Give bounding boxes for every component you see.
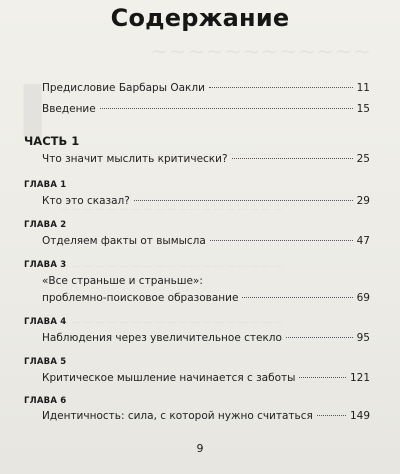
toc-page-number: 25	[356, 153, 370, 165]
dot-leader	[209, 87, 353, 88]
toc-entry-text: Отделяем факты от вымысла	[42, 235, 206, 247]
toc-entry-chapter-6[interactable]	[42, 408, 370, 424]
dot-leader	[317, 415, 346, 416]
toc-entry-chapter-1[interactable]	[42, 193, 370, 209]
bleed-through-texture	[60, 262, 283, 272]
bleed-through-texture	[60, 318, 283, 328]
dot-leader	[100, 108, 353, 109]
toc-entry-chapter-3[interactable]	[42, 290, 370, 306]
toc-page-number: 121	[349, 372, 370, 384]
dot-leader	[232, 158, 353, 159]
bleed-through-texture	[150, 40, 371, 65]
dot-leader	[299, 377, 346, 378]
dot-leader	[134, 200, 353, 201]
toc-entry-text: проблемно-поисковое образование	[42, 292, 239, 304]
chapter-label: ГЛАВА 1	[24, 180, 67, 190]
toc-entry-text: Наблюдения через увеличительное стекло	[42, 332, 282, 344]
toc-entry-text: Кто это сказал?	[42, 195, 130, 207]
chapter-label: ГЛАВА 2	[24, 220, 67, 230]
chapter-label: ГЛАВА 4	[24, 317, 67, 327]
dot-leader	[210, 240, 353, 241]
toc-entry-intro[interactable]	[42, 101, 370, 117]
toc-entry-text: Идентичность: сила, с которой нужно считаться	[42, 410, 313, 422]
page-title: Содержание	[110, 4, 290, 32]
toc-entry-text: Что значит мыслить критически?	[42, 153, 228, 165]
toc-entry-chapter-3-line1[interactable]	[42, 273, 370, 289]
toc-page-number: 69	[356, 292, 370, 304]
toc-page-number: 47	[356, 235, 370, 247]
part-label: ЧАСТЬ 1	[24, 134, 80, 148]
toc-entry-text: «Все страньше и страньше»:	[42, 275, 203, 287]
toc-entry-text: Предисловие Барбары Оакли	[42, 82, 205, 94]
dot-leader	[242, 297, 352, 298]
toc-page-number: 29	[356, 195, 370, 207]
chapter-label: ГЛАВА 3	[24, 260, 67, 270]
toc-entry-text: Критическое мышление начинается с заботы	[42, 372, 296, 384]
toc-page-number: 11	[356, 82, 370, 94]
toc-page-number: 15	[356, 103, 370, 115]
toc-entry-chapter-2[interactable]	[42, 233, 370, 249]
toc-entry-chapter-5[interactable]	[42, 370, 370, 386]
toc-entry-preface[interactable]	[42, 80, 370, 96]
dot-leader	[286, 337, 353, 338]
toc-entry-chapter-4[interactable]	[42, 330, 370, 346]
toc-entry-part1[interactable]	[42, 151, 370, 167]
toc-page-number: 149	[349, 410, 370, 422]
chapter-label: ГЛАВА 5	[24, 357, 67, 367]
toc-entry-text: Введение	[42, 103, 96, 115]
page-number: 9	[196, 442, 204, 455]
toc-page-number: 95	[356, 332, 370, 344]
chapter-label: ГЛАВА 6	[24, 396, 67, 406]
